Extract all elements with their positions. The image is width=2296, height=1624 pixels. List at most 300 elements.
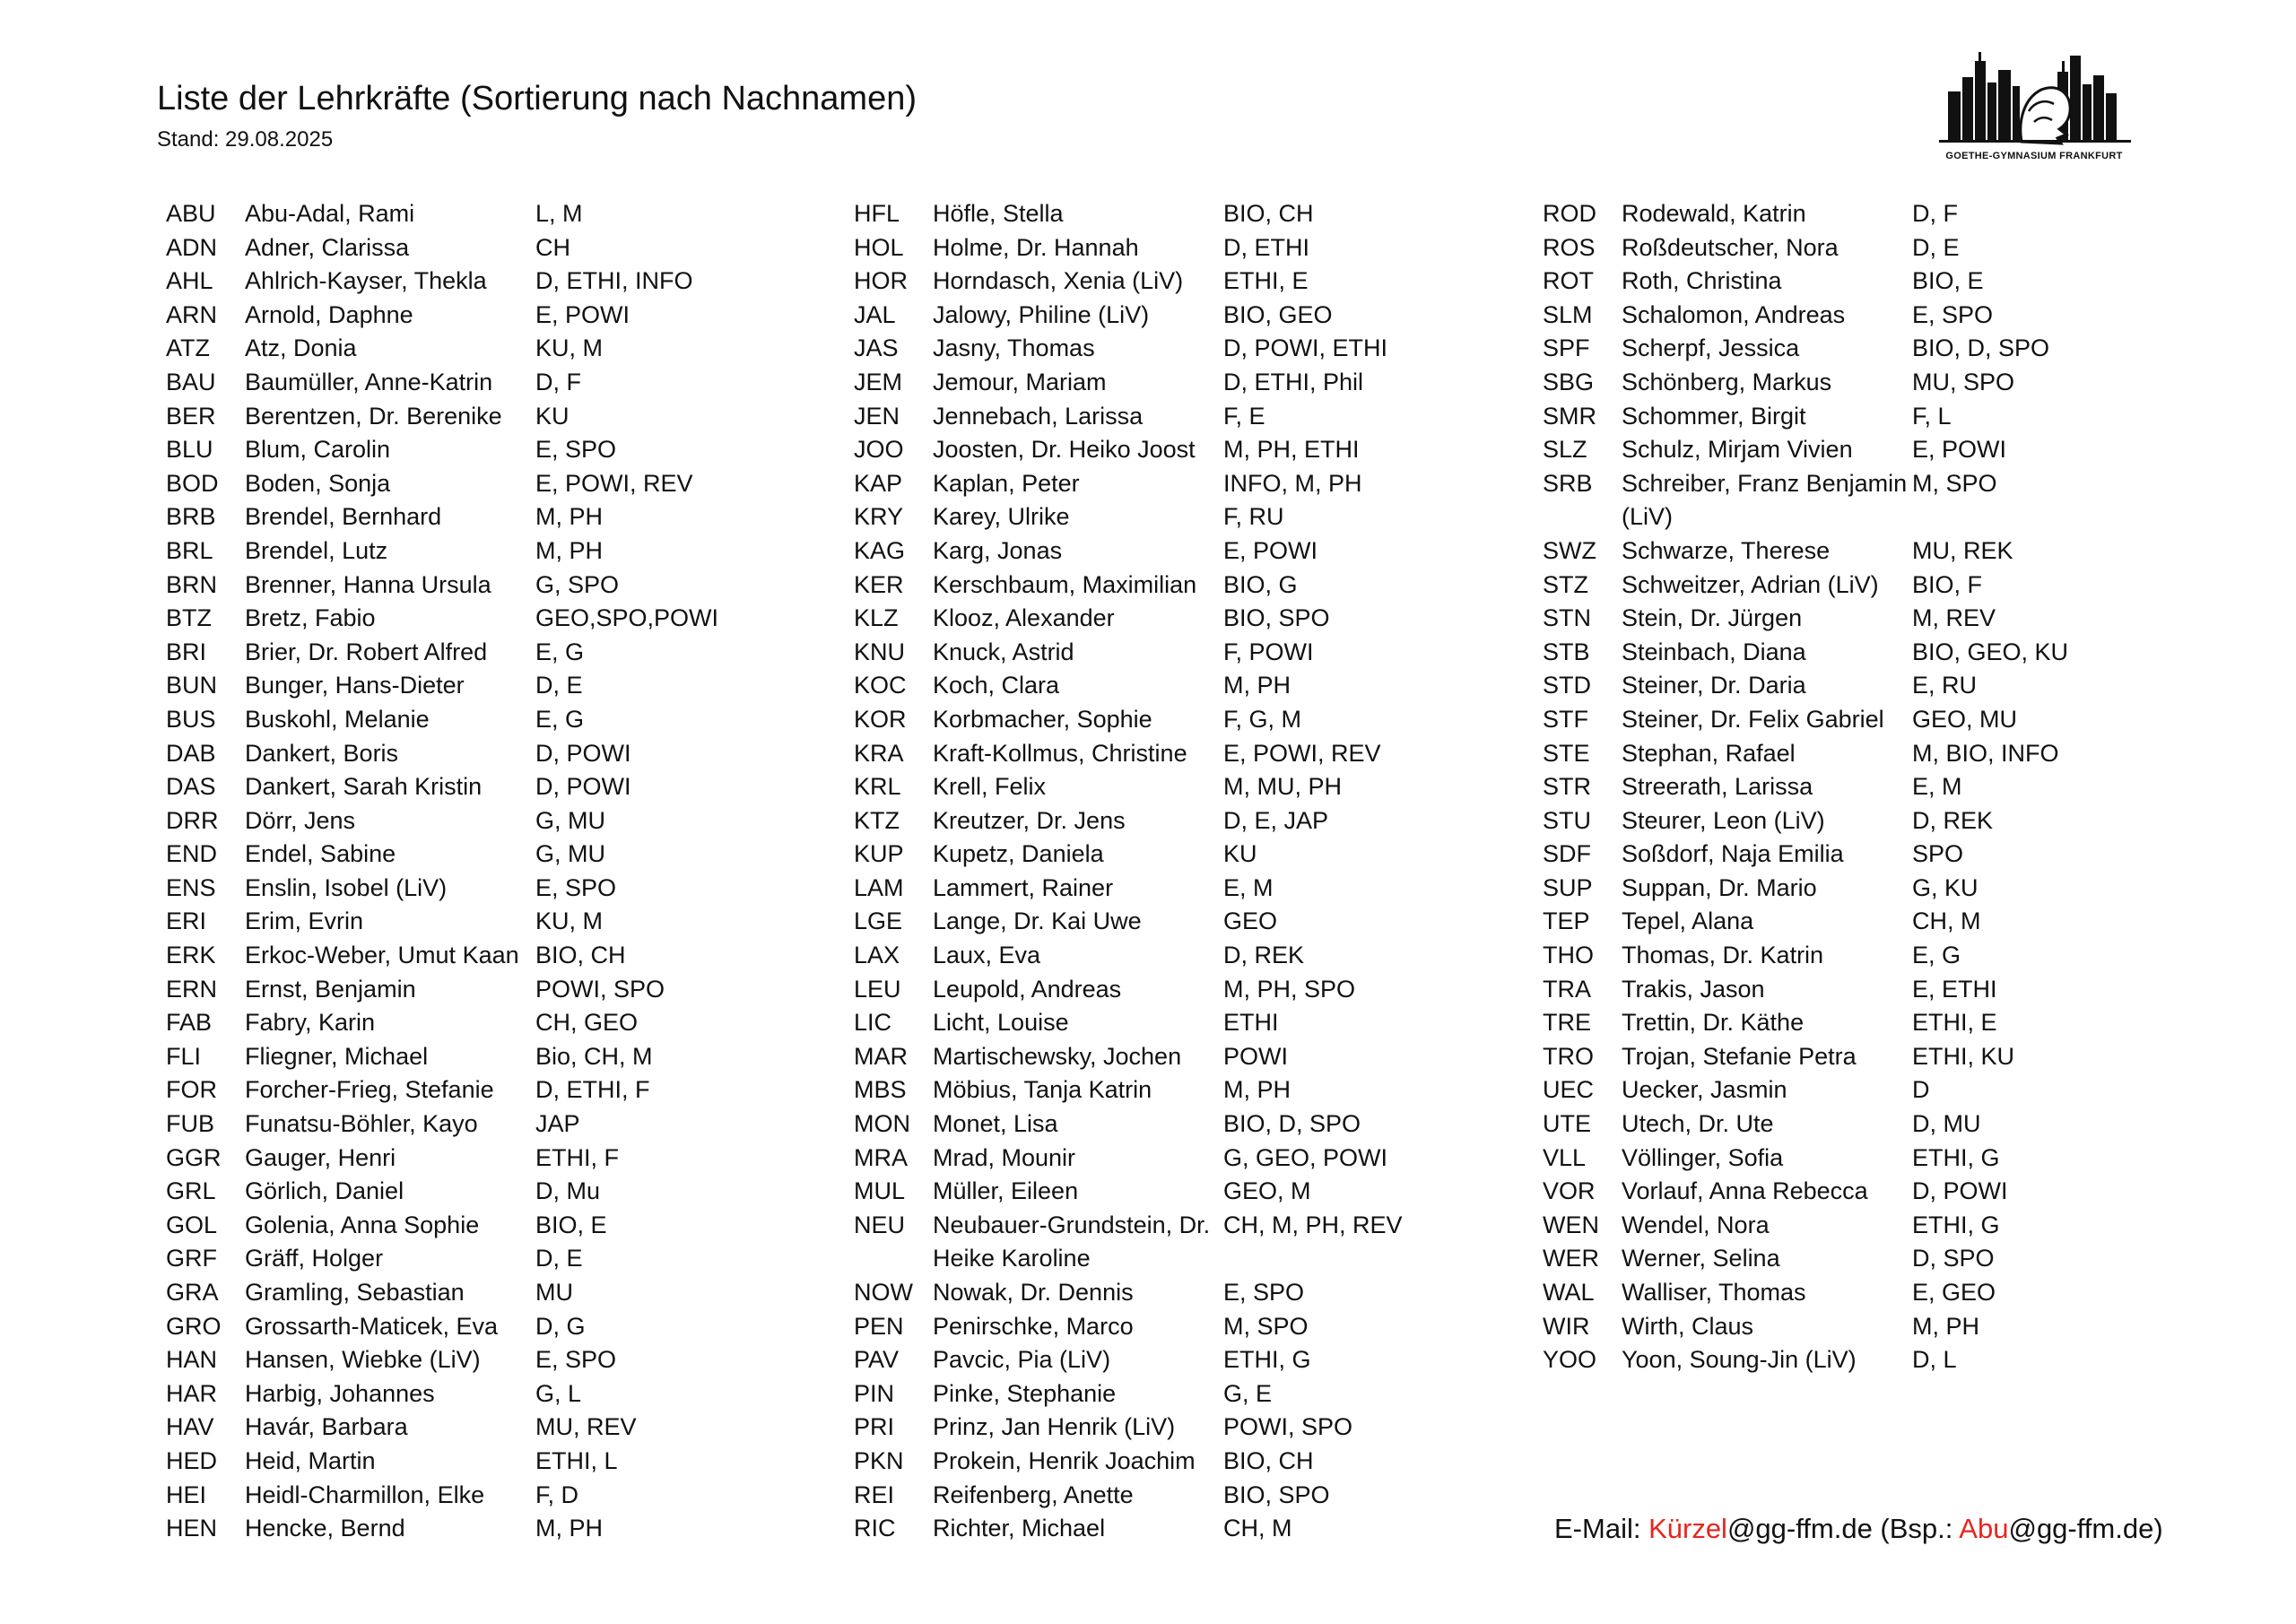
teacher-name: Walliser, Thomas [1622, 1279, 1806, 1306]
teacher-name: Klooz, Alexander [933, 604, 1115, 632]
teacher-code: DRR [166, 806, 219, 834]
teacher-subjects: F, G, M [1223, 705, 1301, 733]
teacher-name: Yoon, Soung-Jin (LiV) [1622, 1346, 1857, 1374]
teacher-subjects: D, ETHI, Phil [1223, 368, 1364, 395]
teacher-row [854, 838, 1500, 872]
teacher-code: KAG [854, 536, 906, 564]
teacher-row [854, 737, 1500, 771]
teacher-code: TRE [1543, 1009, 1591, 1037]
teacher-row [1543, 299, 2188, 333]
teacher-code: WAL [1543, 1279, 1595, 1306]
teacher-name: Uecker, Jasmin [1622, 1076, 1787, 1104]
teacher-row [854, 500, 1500, 534]
teacher-code: WER [1543, 1245, 1599, 1272]
teacher-column-3 [1543, 197, 2188, 1377]
teacher-subjects: D, MU [1912, 1110, 1981, 1138]
teacher-subjects: SPO [1912, 840, 1964, 868]
teacher-name: Monet, Lisa [933, 1110, 1058, 1138]
teacher-subjects: GEO, M [1223, 1177, 1311, 1205]
teacher-name: Schweitzer, Adrian (LiV) [1622, 570, 1879, 598]
teacher-name: Bretz, Fabio [245, 604, 376, 632]
teacher-row [166, 770, 812, 804]
teacher-name: Harbig, Johannes [245, 1379, 435, 1407]
teacher-code: KOC [854, 672, 907, 699]
teacher-subjects: F, D [535, 1481, 579, 1508]
teacher-name: Hansen, Wiebke (LiV) [245, 1346, 481, 1374]
teacher-code: TEP [1543, 908, 1590, 935]
teacher-code: PEN [854, 1312, 904, 1340]
logo-caption: GOETHE-GYMNASIUM FRANKFURT [1945, 151, 2123, 161]
teacher-code: WEN [1543, 1211, 1599, 1238]
teacher-code: PIN [854, 1379, 895, 1407]
teacher-subjects: E, POWI [535, 300, 631, 328]
teacher-row [166, 1343, 812, 1377]
teacher-row [854, 973, 1500, 1007]
teacher-row [854, 197, 1500, 231]
teacher-row [1543, 973, 2188, 1007]
teacher-subjects: D, L [1912, 1346, 1957, 1374]
teacher-subjects: D, G [535, 1312, 586, 1340]
teacher-name: Holme, Dr. Hannah [933, 233, 1139, 261]
teacher-subjects: ETHI, KU [1912, 1042, 2015, 1070]
teacher-name: Brendel, Bernhard [245, 503, 442, 531]
teacher-name: Heidl-Charmillon, Elke [245, 1481, 485, 1508]
teacher-name: Trettin, Dr. Käthe [1622, 1009, 1805, 1037]
teacher-name: Pinke, Stephanie [933, 1379, 1117, 1407]
teacher-code: TRO [1543, 1042, 1594, 1070]
teacher-code: STN [1543, 604, 1591, 632]
email-domain: @gg-ffm.de [1726, 1513, 1873, 1544]
teacher-code: KER [854, 570, 904, 598]
teacher-row [166, 231, 812, 265]
teacher-name: Endel, Sabine [245, 840, 396, 868]
teacher-subjects: M, PH [1223, 1076, 1292, 1104]
teacher-name: Gräff, Holger [245, 1245, 384, 1272]
teacher-row [166, 1209, 812, 1243]
teacher-row [166, 197, 812, 231]
teacher-row [854, 534, 1500, 569]
teacher-name: Dankert, Sarah Kristin [245, 773, 483, 801]
teacher-subjects: BIO, GEO [1223, 300, 1333, 328]
teacher-code: YOO [1543, 1346, 1597, 1374]
teacher-name: Ernst, Benjamin [245, 975, 416, 1003]
teacher-code: KRA [854, 739, 904, 767]
teacher-code: SBG [1543, 368, 1595, 395]
teacher-name: Jemour, Mariam [933, 368, 1107, 395]
teacher-name: Wendel, Nora [1622, 1211, 1770, 1238]
teacher-row [166, 569, 812, 603]
teacher-code: ERI [166, 908, 207, 935]
teacher-subjects: D, ETHI, INFO [535, 267, 693, 295]
teacher-row [854, 1107, 1500, 1142]
teacher-subjects: KU, M [535, 908, 604, 935]
email-example-domain: @gg-ffm.de) [2008, 1513, 2163, 1544]
teacher-row [166, 703, 812, 737]
teacher-name: Knuck, Astrid [933, 638, 1074, 665]
teacher-name: Gauger, Henri [245, 1143, 396, 1171]
teacher-subjects: D, F [535, 368, 581, 395]
teacher-code: ROD [1543, 200, 1596, 227]
teacher-row [854, 1343, 1500, 1377]
teacher-row [166, 1411, 812, 1445]
teacher-subjects: M, PH, ETHI [1223, 436, 1360, 464]
teacher-subjects: M, PH [1912, 1312, 1980, 1340]
teacher-name: Horndasch, Xenia (LiV) [933, 267, 1184, 295]
teacher-row [854, 467, 1500, 501]
teacher-name: Korbmacher, Sophie [933, 705, 1152, 733]
teacher-subjects: D, Mu [535, 1177, 601, 1205]
teacher-subjects: D, E, JAP [1223, 806, 1329, 834]
teacher-name: Joosten, Dr. Heiko Joost [933, 436, 1196, 464]
teacher-row [166, 1040, 812, 1074]
teacher-row [166, 1377, 812, 1411]
teacher-code: BTZ [166, 604, 212, 632]
teacher-subjects: M, PH [535, 503, 604, 531]
page-title: Liste der Lehrkräfte (Sortierung nach Nachnamen) [157, 80, 918, 117]
stand-date: Stand: 29.08.2025 [157, 127, 334, 152]
teacher-row [1543, 1276, 2188, 1310]
teacher-name: Bunger, Hans-Dieter [245, 672, 465, 699]
teacher-subjects: BIO, E [535, 1211, 607, 1238]
teacher-code: PKN [854, 1446, 904, 1474]
email-prefix: E-Mail: [1554, 1513, 1649, 1544]
teacher-name: Kreutzer, Dr. Jens [933, 806, 1126, 834]
teacher-subjects: F, POWI [1223, 638, 1314, 665]
teacher-row [854, 366, 1500, 400]
teacher-row [1543, 838, 2188, 872]
teacher-code: BUS [166, 705, 216, 733]
teacher-name: Hencke, Bernd [245, 1515, 405, 1542]
teacher-row [1543, 939, 2188, 973]
teacher-row [166, 1107, 812, 1142]
teacher-row [1543, 1073, 2188, 1107]
teacher-code: LAX [854, 942, 900, 969]
teacher-row [854, 231, 1500, 265]
teacher-name: Kaplan, Peter [933, 469, 1080, 497]
teacher-row [166, 602, 812, 636]
teacher-name: Penirschke, Marco [933, 1312, 1134, 1340]
teacher-subjects: D, E [535, 672, 583, 699]
teacher-name: Gramling, Sebastian [245, 1279, 465, 1306]
teacher-name: Licht, Louise [933, 1009, 1069, 1037]
teacher-name: Baumüller, Anne-Katrin [245, 368, 493, 395]
teacher-subjects: ETHI [1223, 1009, 1279, 1037]
teacher-subjects: BIO, F [1912, 570, 1983, 598]
teacher-name: Scherpf, Jessica [1622, 334, 1800, 362]
teacher-subjects: F, L [1912, 402, 1952, 430]
teacher-code: WIR [1543, 1312, 1590, 1340]
teacher-name: Grossarth-Maticek, Eva [245, 1312, 499, 1340]
teacher-code: JAL [854, 300, 896, 328]
teacher-name: Schalomon, Andreas [1622, 300, 1846, 328]
teacher-row [1543, 1310, 2188, 1344]
teacher-subjects: E, SPO [1223, 1279, 1305, 1306]
teacher-subjects: MU [535, 1279, 573, 1306]
teacher-name: Karey, Ulrike [933, 503, 1070, 531]
teacher-name: Lange, Dr. Kai Uwe [933, 908, 1142, 935]
teacher-name: Fabry, Karin [245, 1009, 376, 1037]
teacher-row [854, 1040, 1500, 1074]
teacher-code: KUP [854, 840, 904, 868]
teacher-name: Atz, Donia [245, 334, 357, 362]
teacher-code: HOL [854, 233, 904, 261]
teacher-subjects: E, SPO [1912, 300, 1994, 328]
teacher-subjects: M, PH [1223, 672, 1292, 699]
teacher-name: Kraft-Kollmus, Christine [933, 739, 1187, 767]
teacher-name: Brenner, Hanna Ursula [245, 570, 491, 598]
teacher-code: TRA [1543, 975, 1591, 1003]
teacher-subjects: BIO, G [1223, 570, 1298, 598]
teacher-row [854, 770, 1500, 804]
teacher-code: ATZ [166, 334, 210, 362]
teacher-row [166, 1073, 812, 1107]
teacher-name: Dankert, Boris [245, 739, 399, 767]
teacher-row [854, 1142, 1500, 1176]
teacher-code: PRI [854, 1413, 895, 1441]
teacher-name: Völlinger, Sofia [1622, 1143, 1784, 1171]
teacher-code: STE [1543, 739, 1590, 767]
teacher-row [1543, 703, 2188, 737]
teacher-row [166, 905, 812, 939]
teacher-code: HEN [166, 1515, 218, 1542]
teacher-code: RIC [854, 1515, 896, 1542]
teacher-code: SDF [1543, 840, 1591, 868]
teacher-code: MBS [854, 1076, 907, 1104]
teacher-code: SWZ [1543, 536, 1596, 564]
teacher-name: Pavcic, Pia (LiV) [933, 1346, 1111, 1374]
teacher-code: VLL [1543, 1143, 1587, 1171]
teacher-name: Werner, Selina [1622, 1245, 1780, 1272]
teacher-name: Reifenberg, Anette [933, 1481, 1134, 1508]
teacher-code: SRB [1543, 469, 1593, 497]
teacher-code: MON [854, 1110, 910, 1138]
teacher-subjects: E, ETHI [1912, 975, 1997, 1003]
teacher-subjects: D, SPO [1912, 1245, 1995, 1272]
teacher-subjects: E, SPO [535, 436, 617, 464]
teacher-name: Prinz, Jan Henrik (LiV) [933, 1413, 1176, 1441]
teacher-row [854, 939, 1500, 973]
teacher-row [1543, 1175, 2188, 1209]
teacher-code: SLM [1543, 300, 1593, 328]
teacher-name: Berentzen, Dr. Berenike [245, 402, 502, 430]
teacher-row [166, 332, 812, 366]
teacher-subjects: M, PH [535, 536, 604, 564]
teacher-subjects: D, E [535, 1245, 583, 1272]
teacher-subjects: D, ETHI, F [535, 1076, 650, 1104]
teacher-subjects: ETHI, F [535, 1143, 619, 1171]
teacher-code: GOL [166, 1211, 218, 1238]
teacher-subjects: BIO, D, SPO [1223, 1110, 1361, 1138]
teacher-row [854, 265, 1500, 299]
teacher-name: Schwarze, Therese [1622, 536, 1831, 564]
teacher-code: ABU [166, 200, 216, 227]
teacher-row [166, 1512, 812, 1546]
teacher-name: Boden, Sonja [245, 469, 391, 497]
teacher-name: Nowak, Dr. Dennis [933, 1279, 1134, 1306]
teacher-code: BRN [166, 570, 218, 598]
teacher-code: ENS [166, 873, 216, 901]
teacher-code: KRL [854, 773, 901, 801]
teacher-name: Heid, Martin [245, 1446, 376, 1474]
teacher-name: Wirth, Claus [1622, 1312, 1754, 1340]
teacher-row [166, 265, 812, 299]
teacher-row [1543, 197, 2188, 231]
teacher-code: ARN [166, 300, 218, 328]
teacher-subjects: BIO, SPO [1223, 1481, 1330, 1508]
teacher-row [1543, 669, 2188, 703]
teacher-row [1543, 265, 2188, 299]
teacher-name: Arnold, Daphne [245, 300, 413, 328]
teacher-subjects: G, MU [535, 806, 605, 834]
teacher-subjects: D, POWI [1912, 1177, 2008, 1205]
teacher-code: KAP [854, 469, 903, 497]
teacher-name: Brier, Dr. Robert Alfred [245, 638, 488, 665]
teacher-code: DAS [166, 773, 216, 801]
teacher-code: BRL [166, 536, 213, 564]
teacher-code: JAS [854, 334, 899, 362]
teacher-name: Schulz, Mirjam Vivien [1622, 436, 1853, 464]
teacher-subjects: GEO [1223, 908, 1278, 935]
teacher-name: Steiner, Dr. Felix Gabriel [1622, 705, 1884, 733]
teacher-code: SUP [1543, 873, 1593, 901]
teacher-name: Funatsu-Böhler, Kayo [245, 1110, 478, 1138]
teacher-row [1543, 1242, 2188, 1276]
teacher-subjects: ETHI, G [1912, 1143, 2000, 1171]
teacher-subjects: CH, M [1912, 908, 1981, 935]
teacher-subjects: M, SPO [1912, 469, 1997, 497]
teacher-code: FAB [166, 1009, 213, 1037]
teacher-subjects: M, PH [535, 1515, 604, 1542]
teacher-code: MRA [854, 1143, 908, 1171]
teacher-subjects: D, REK [1223, 942, 1305, 969]
teacher-name: Erkoc-Weber, Umut Kaan [245, 942, 519, 969]
teacher-name: Roth, Christina [1622, 267, 1782, 295]
teacher-row [854, 1209, 1500, 1276]
teacher-code: STD [1543, 672, 1591, 699]
teacher-row [166, 534, 812, 569]
teacher-name: Neubauer-Grundstein, Dr. Heike Karoline [933, 1211, 1211, 1272]
teacher-row [854, 905, 1500, 939]
teacher-subjects: D, POWI [535, 773, 631, 801]
teacher-subjects: E, G [535, 705, 585, 733]
teacher-code: GGR [166, 1143, 222, 1171]
teacher-row [166, 838, 812, 872]
teacher-row [1543, 534, 2188, 569]
teacher-name: Karg, Jonas [933, 536, 1063, 564]
teacher-code: END [166, 840, 218, 868]
teacher-row [166, 433, 812, 467]
teacher-subjects: E, POWI, REV [535, 469, 693, 497]
teacher-name: Kupetz, Daniela [933, 840, 1104, 868]
teacher-name: Abu-Adal, Rami [245, 200, 415, 227]
teacher-subjects: BIO, CH [535, 942, 626, 969]
teacher-row [854, 1073, 1500, 1107]
teacher-name: Lammert, Rainer [933, 873, 1114, 901]
teacher-name: Utech, Dr. Ute [1622, 1110, 1774, 1138]
teacher-name: Schommer, Birgit [1622, 402, 1806, 430]
teacher-subjects: D, POWI [535, 739, 631, 767]
teacher-column-1 [166, 197, 812, 1546]
teacher-row [854, 872, 1500, 906]
teacher-subjects: G, GEO, POWI [1223, 1143, 1388, 1171]
teacher-name: Kerschbaum, Maximilian [933, 570, 1197, 598]
teacher-code: HAV [166, 1413, 214, 1441]
teacher-row [854, 332, 1500, 366]
teacher-subjects: CH, M [1223, 1515, 1292, 1542]
teacher-code: BER [166, 402, 216, 430]
teacher-row [1543, 636, 2188, 670]
teacher-subjects: G, E [1223, 1379, 1273, 1407]
teacher-row [166, 467, 812, 501]
teacher-row [166, 872, 812, 906]
teacher-code: GRO [166, 1312, 222, 1340]
teacher-row [166, 1242, 812, 1276]
teacher-row [166, 400, 812, 434]
teacher-code: MAR [854, 1042, 908, 1070]
teacher-row [854, 299, 1500, 333]
teacher-subjects: D, POWI, ETHI [1223, 334, 1388, 362]
teacher-code: FUB [166, 1110, 214, 1138]
teacher-subjects: ETHI, E [1223, 267, 1309, 295]
teacher-row [166, 804, 812, 838]
teacher-subjects: E, SPO [535, 873, 617, 901]
teacher-name: Trojan, Stefanie Petra [1622, 1042, 1857, 1070]
teacher-subjects: D, E [1912, 233, 1960, 261]
teacher-row [166, 1276, 812, 1310]
teacher-row [854, 636, 1500, 670]
teacher-row [1543, 905, 2188, 939]
teacher-code: SPF [1543, 334, 1590, 362]
teacher-row [166, 669, 812, 703]
teacher-name: Jennebach, Larissa [933, 402, 1144, 430]
teacher-name: Erim, Evrin [245, 908, 364, 935]
teacher-name: Adner, Clarissa [245, 233, 410, 261]
teacher-row [854, 400, 1500, 434]
teacher-subjects: BIO, E [1912, 267, 1984, 295]
teacher-code: JOO [854, 436, 904, 464]
teacher-code: LEU [854, 975, 901, 1003]
teacher-row [1543, 332, 2188, 366]
teacher-subjects: BIO, CH [1223, 1446, 1314, 1474]
teacher-subjects: ETHI, E [1912, 1009, 1997, 1037]
teacher-row [854, 703, 1500, 737]
teacher-name: Buskohl, Melanie [245, 705, 430, 733]
teacher-subjects: GEO,SPO,POWI [535, 604, 719, 632]
teacher-name: Streerath, Larissa [1622, 773, 1813, 801]
teacher-code: ERK [166, 942, 216, 969]
teacher-row [1543, 602, 2188, 636]
teacher-row [1543, 1343, 2188, 1377]
teacher-row [166, 299, 812, 333]
teacher-subjects: BIO, D, SPO [1912, 334, 2050, 362]
teacher-row [1543, 467, 2188, 534]
teacher-subjects: MU, SPO [1912, 368, 2015, 395]
teacher-column-2 [854, 197, 1500, 1546]
teacher-name: Brendel, Lutz [245, 536, 388, 564]
teacher-name: Krell, Felix [933, 773, 1047, 801]
teacher-name: Dörr, Jens [245, 806, 356, 834]
teacher-row [854, 1006, 1500, 1040]
teacher-subjects: E, G [1912, 942, 1961, 969]
teacher-code: HEI [166, 1481, 207, 1508]
teacher-row [166, 1479, 812, 1513]
teacher-code: THO [1543, 942, 1594, 969]
teacher-subjects: G, L [535, 1379, 582, 1407]
teacher-code: KOR [854, 705, 907, 733]
teacher-code: ADN [166, 233, 218, 261]
teacher-row [1543, 400, 2188, 434]
teacher-subjects: E, SPO [535, 1346, 617, 1374]
